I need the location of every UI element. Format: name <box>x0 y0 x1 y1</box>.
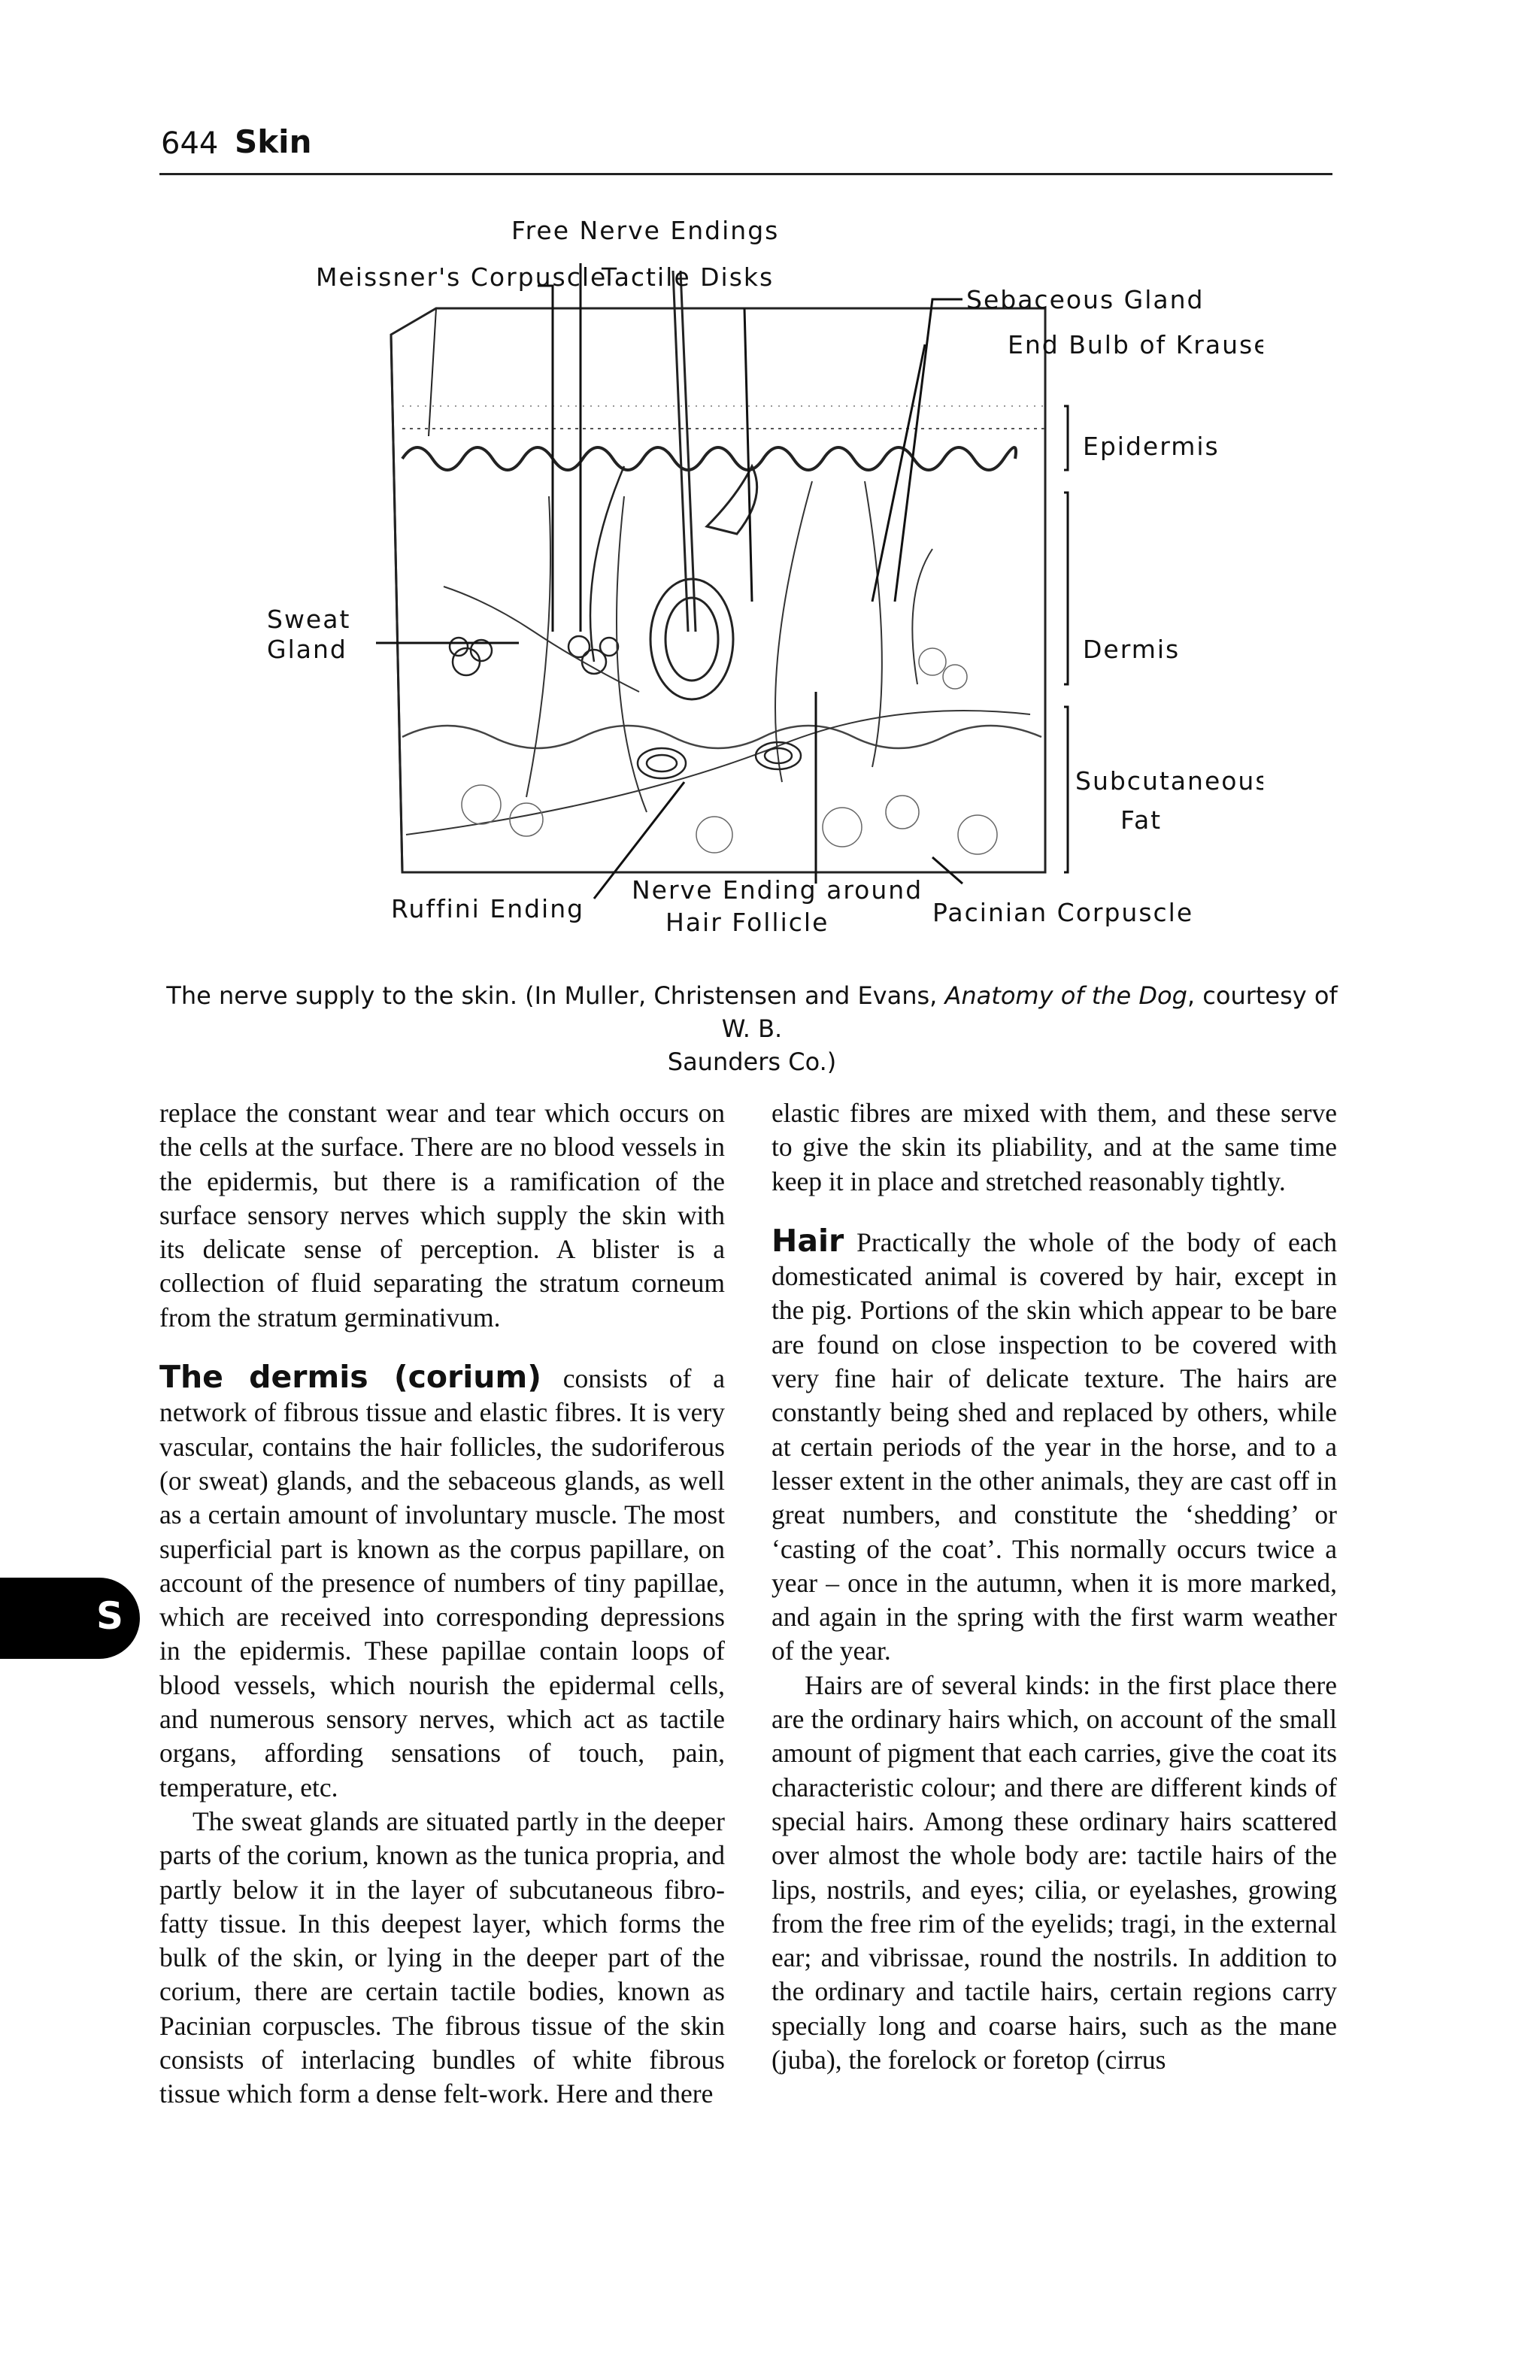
running-header-title: Skin <box>235 123 312 160</box>
figure-caption <box>165 979 1338 1078</box>
label-ruffini-ending: Ruffini Ending <box>391 894 585 923</box>
skin-cross-section-illustration <box>256 211 1263 963</box>
section-letter: S <box>95 1594 123 1638</box>
paragraph: replace the constant wear and tear which occurs on the cells at the surface. There are no blood vessels in the epidermis, but there is a ramification of the surface sensory nerves which supply the skin with its delicate sense of perception. A blister is a collection of fluid separating the stratum corneum from the stratum germinativum. <box>159 1098 725 1332</box>
paragraph-hair <box>772 1224 1337 1669</box>
nerve-fibres <box>406 481 1030 835</box>
label-epidermis: Epidermis <box>1083 432 1220 461</box>
caption-book-title: Anatomy of the Dog <box>944 981 1187 1010</box>
paragraph-dermis <box>159 1360 725 1805</box>
paragraph: Hairs are of several kinds: in the first place there are the ordinary hairs which, on account of the small amount of pigment that each carries, give the coat its characteristic colour; and there are different kinds of special hairs. Among these ordinary hairs scattered over almost the whole body are: tactile hairs of the lips, nostrils, and eyes; cilia, or eyelashes, growing from the free rim of the eyelids; tragi, in the external ear; and vibrissae, round the nostrils. In addition to the ordinary and tactile hairs, certain regions carry specially long and coarse hairs, such as the mane (juba), the forelock or foretop (cirrus <box>772 1669 1337 2075</box>
caption-credit: , courtesy of W. B. <box>721 981 1338 1043</box>
epidermis-layer <box>402 447 1016 470</box>
label-gland: Gland <box>267 635 347 664</box>
label-end-bulb-of-krause: End Bulb of Krause <box>1008 330 1263 359</box>
paragraph: The sweat glands are situated partly in the deeper parts of the corium, known as the tunica propria, and partly below it in the layer of subcutaneous fibro-fatty tissue. In this deepest layer, which forms the bulk of the skin, or lying in the deeper part of the corium, there are certain tactile bodies, known as Pacinian corpuscles. The fibrous tissue of the skin consists of interlacing bundles of white fibrous tissue which form a dense felt-work. Here and there <box>159 1805 725 2109</box>
label-tactile-disks: Tactile Disks <box>602 262 775 292</box>
paragraph-text: consists of a network of fibrous tissue and elastic fibres. It is very vascular, contains the hair follicles, the sudoriferous (or sweat) glands, and the sebaceous glands, as well as a certain amount of involuntary muscle. The most superficial part is known as the corpus papillare, on account of the presence of numbers of tiny papillae, which are received into corresponding depressions in the epidermis. These papillae contain loops of blood vessels, which nourish the epidermal cells, and numerous sensory nerves, which act as tactile organs, affording sensations of touch, pain, temperature, etc. <box>159 1363 725 1802</box>
run-in-heading-dermis: The dermis (corium) <box>159 1359 541 1396</box>
left-column <box>159 1096 725 2112</box>
label-fat: Fat <box>1120 805 1163 835</box>
label-meissners-corpuscle: Meissner's Corpuscle <box>316 262 608 292</box>
label-sebaceous-gland: Sebaceous Gland <box>966 285 1205 314</box>
paragraph-text: Practically the whole of the body of each domesticated animal is covered by hair, except in the pig. Portions of the skin which appear to be bare are found on close inspection to be covered with very fine hair of delicate texture. The hairs are constantly being shed and replaced by others, while at certain periods of the year in the horse, and to a lesser extent in the other animals, they are cast off in great numbers, and constitute the ‘shedding’ or ‘casting of the coat’. This normally occurs twice a year – once in the autumn, when it is more marked, and again in the spring with the first warm weather of the year. <box>772 1226 1337 1666</box>
label-dermis: Dermis <box>1083 635 1181 664</box>
header-rule <box>159 173 1332 175</box>
label-free-nerve-endings: Free Nerve Endings <box>511 216 780 245</box>
page-number: 644 <box>161 126 219 161</box>
label-nerve-ending-around: Nerve Ending around <box>632 875 923 905</box>
caption-publisher: Saunders Co.) <box>667 1048 837 1076</box>
label-leader-lines <box>376 263 1068 899</box>
label-subcutaneous: Subcutaneous <box>1075 766 1263 796</box>
caption-text: The nerve supply to the skin. (In Muller, Christensen and Evans, <box>166 981 945 1010</box>
label-hair-follicle: Hair Follicle <box>665 908 829 937</box>
label-pacinian-corpuscle: Pacinian Corpuscle <box>932 898 1194 927</box>
hair-follicle-drawing <box>650 271 757 699</box>
paragraph: elastic fibres are mixed with them, and these serve to give the skin its pliability, and at the same time keep it in place and stretched reasonably tightly. <box>772 1098 1337 1196</box>
label-sweat: Sweat <box>267 605 351 634</box>
run-in-heading-hair: Hair <box>772 1222 844 1259</box>
right-column <box>772 1096 1337 2077</box>
section-thumb-tab <box>0 1578 140 1659</box>
skin-nerve-figure <box>256 211 1263 963</box>
dermis-fat-boundary <box>402 726 1041 748</box>
tissue-block-outline <box>391 308 1045 872</box>
